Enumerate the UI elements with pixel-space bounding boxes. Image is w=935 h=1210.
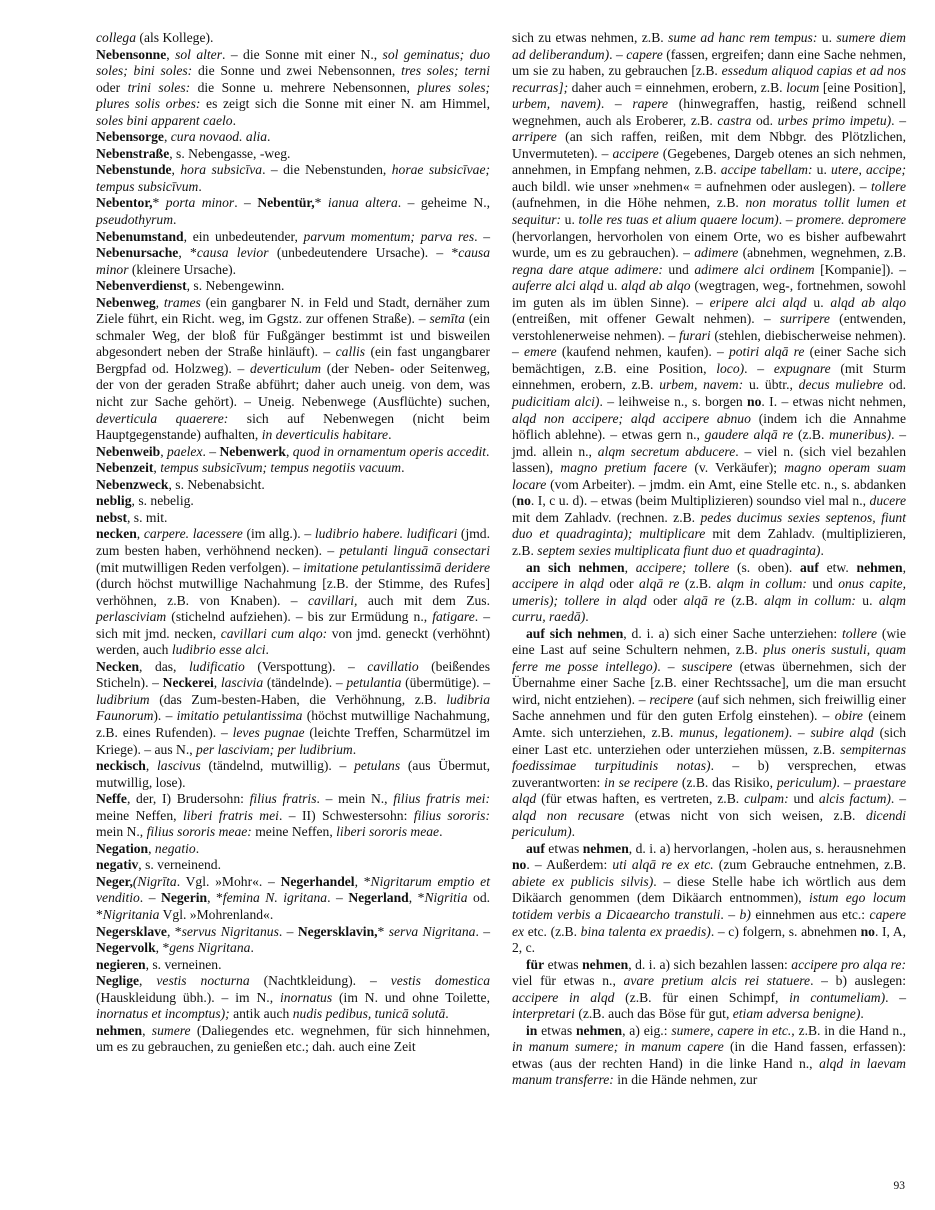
dictionary-entry: Negersklave, *servus Nigritanus. – Negersklavin,* serva Nigritana. – Negervolk, *gens Nigritana. [96,923,491,956]
dictionary-entry: Nebenstraße, s. Nebengasse, -weg. [96,145,291,161]
dictionary-entry: Nebenzweck, s. Nebenabsicht. [96,476,265,492]
dictionary-entry: Nebenweg, trames (ein gangbarer N. in Feld und Stadt, dernäher zum Ziele führt, ein Richt. weg, im Ggstz. zur offenen Straße). – semīta (ein schmaler Weg, der bloß für Fußgänger bestimmt ist und bisweilen abgesondert neben der Straße hinläuft). – callis (ein fast ungangbarer Bergpfad od. Holzweg). – deverticulum (der Neben- oder Seitenweg, der von der geraden Straße abführt; daher auch uneig. von dem, was nicht zur Sache gehört). – Uneig. Nebenwege (Ausflüchte) suchen, deverticula quaerere: sich auf Nebenwegen (nicht beim Hauptgegenstande) aufhalten, in deverticulis habitare. [96,294,491,443]
dictionary-entry: an sich nehmen, accipere; tollere (s. oben). auf etw. nehmen, accipere in alqd oder alqā re (z.B. alqm in collum: und onus capite, umeris); tollere in alqd oder alqā re (z.B. alqm in collum: u. alqm curru, raedā). [512,559,906,625]
dictionary-entry: nebst, s. mit. [96,509,168,525]
dictionary-entry: negativ, s. verneinend. [96,857,221,873]
dictionary-entry: Neffe, der, I) Brudersohn: filius fratris. – mein N., filius fratris mei: meine Neffen, liberi fratris mei. – II) Schwestersohn: filius sororis: mein N., filius sororis meae: meine Neffen, liberi sororis meae. [96,791,490,840]
dictionary-entry: Nebenweib, paelex. – Nebenwerk, quod in ornamentum operis accedit. [96,443,490,459]
dictionary-entry: Nebensorge, cura novaod. alia. [96,129,271,145]
dictionary-entry: negieren, s. verneinen. [96,956,222,972]
dictionary-entry: Nebenverdienst, s. Nebengewinn. [96,278,285,294]
dictionary-entry: collega (als Kollege). [96,30,214,45]
dictionary-entry: neblig, s. nebelig. [96,493,194,509]
dictionary-entry: sich zu etwas nehmen, z.B. sume ad hanc rem tempus: u. sumere diem ad deliberandum). – capere (fassen, ergreifen; dann eine Sache nehmen, um sie zu haben, zu gebrauchen [z.B. essedum aliquod capias et ad nos recurras]; daher auch = einnehmen, erobern, z.B. locum [eine Position], urbem, navem). – rapere (hinwegraffen, hastig, reißend schnell wegnehmen, auch als Eroberer, z.B. castra od. urbes primo impetu). – arripere (an sich raffen, reißen, mit dem Nbbgr. des Plötzlichen, Unvermuteten). – accipere (Gegebenes, Dargeb otenes an sich nehmen, annehmen, in Empfang nehmen, z.B. accipe tabellam: u. utere, accipe; auch bildl. wie unser »nehmen« = aufnehmen oder auslegen). – tollere (aufnehmen, in die Höhe nehmen, z.B. non moratus tollit lumen et sequitur: u. tolle res tuas et alium quaere locum). – promere. depromere (hervorlangen, hervorholen von einem Orte, wo es bisher aufbewahrt wurde, um es zu gebrauchen). – adimere (abnehmen, wegnehmen, z.B. regna dare atque adimere: und adimere alci ordinem [Kompanie]). – auferre alci alqd u. alqd ab alqo (wegtragen, weg-, fortnehmen, sowohl im guten als im üblen Sinne). – eripere alci alqd u. alqd ab alqo (entreißen, mit offener Gewalt nehmen). – surripere (entwenden, verstohlenerweise nehmen). – furari (stehlen, diebischerweise nehmen). – emere (kaufend nehmen, kaufen). – potiri alqā re (einer Sache sich bemächtigen, z.B. eine Position, loco). – expugnare (mit Sturm einnehmen, erobern, z.B. urbem, navem: u. übtr., decus muliebre od. pudicitiam alci). – leihweise n., s. borgen no. I. – etwas nicht nehmen, alqd non accipere; alqd accipere abnuo (indem ich die Annahme höflich ablehne). – etwas gern n., gaudere alqā re (z.B. muneribus). – jmd. allein n., alqm secretum abducere. – viel n. (sich viel bezahlen lassen), magno pretium facere (v. Verkäufer); magno operam suam locare (vom Arbeiter). – jmdm. ein Amt, eine Stelle etc. n., s. abdanken (no. I, c u. d). – etwas (beim Multiplizieren) soundso viel mal n., ducere mit dem Zahladv. (rechnen. z.B. pedes ducimus sexies septenos, fiunt duo et quadraginta); multiplicare mit dem Zahladv. (multiplizieren, z.B. septem sexies multiplicata fiunt duo et quadraginta). [512,30,907,558]
dictionary-entry: Neger,(Nigrīta. Vgl. »Mohr«. – Negerhandel, *Nigritarum emptio et venditio. – Negerin, *femina N. igritana. – Negerland, *Nigritia od. *Nigritania Vgl. »Mohrenland«. [96,873,491,922]
dictionary-entry: Negation, negatio. [96,840,200,856]
left-column [96,30,490,1056]
dictionary-entry: nehmen, sumere (Daliegendes etc. wegnehmen, für sich hinnehmen, um es zu gebrauchen, zu genießen etc.; dah. auch eine Zeit [96,1022,490,1055]
page-number: 93 [893,1180,905,1192]
dictionary-entry: neckisch, lascivus (tändelnd, mutwillig). – petulans (aus Übermut, mutwillig, lose). [96,758,490,790]
right-column [512,30,906,1089]
dictionary-entry: auf sich nehmen, d. i. a) sich einer Sache unterziehen: tollere (wie eine Last auf seine Schultern nehmen, z.B. plus oneris sustuli, quam ferre me posse intellego). – suscipere (etwas übernehmen, sich der Übernahme einer Sache [z.B. einer Rechtssache], um die man ersucht wird, nicht entziehen). – recipere (auf sich nehmen, sich freiwillig einer Sache annehmen und für den guten Erfolg einstehen). – obire (einem Amte. sich unterziehen, z.B. munus, legationem). – subire alqd (sich einer Last etc. unterziehen oder unterziehen müssen, z.B. sempiternas foedissimae turpitudinis notas). – b) versprechen, etwas zuverantworten: in se recipere (z.B. das Risiko, periculum). – praestare alqd (für etwas haften, es vertreten, z.B. culpam: und alcis factum). – alqd non recusare (etwas nicht von sich weisen, z.B. dicendi periculum). [512,625,907,840]
dictionary-entry: Neglige, vestis nocturna (Nachtkleidung). – vestis domestica (Hauskleidung übh.). – im N., inornatus (im N. und ohne Toilette, inornatus et incomptus); antik auch nudis pedibus, tunicā solutā. [96,973,490,1022]
dictionary-entry: in etwas nehmen, a) eig.: sumere, capere in etc., z.B. in die Hand n., in manum sumere; in manum capere (in die Hand fassen, erfassen): etwas (aus der rechten Hand) in die linke Hand n., alqd in laevam manum transferre: in die Hände nehmen, zur [512,1022,907,1088]
dictionary-entry: Necken, das, ludificatio (Verspottung). – cavillatio (beißendes Sticheln). – Neckerei, lascivia (tändelnde). – petulantia (übermütige). – ludibrium (das Zum-besten-Haben, die Verhöhnung, z.B. ludibria Faunorum). – imitatio petulantissima (höchst mutwillige Nachahmung, z.B. eines Rufenden). – leves pugnae (leichte Treffen, Scharmützel im Kriege). – aus N., per lasciviam; per ludibrium. [96,658,490,757]
dictionary-entry: necken, carpere. lacessere (im allg.). – ludibrio habere. ludificari (jmd. zum besten haben, verhöhnend necken). – petulanti linguā consectari (mit mutwilligen Reden verfolgen). – imitatione petulantissimā deridere (durch höchst mutwillige Nachahmung [z.B. der Stimme, des Rufes] verhöhnen, z.B. von Knaben). – cavillari, auch mit dem Zus. perlasciviam (stichelnd aufziehen). – bis zur Ermüdung n., fatigare. – sich mit jmd. necken, cavillari cum alqo: von jmd. geneckt (verhöhnt) werden, auch ludibrio esse alci. [96,526,491,658]
dictionary-entry: Nebenstunde, hora subsicīva. – die Nebenstunden, horae subsicīvae; tempus subsicīvum. [96,162,491,194]
dictionary-entry: Nebenumstand, ein unbedeutender, parvum momentum; parva res. – Nebenursache, *causa levior (unbedeutendere Ursache). – *causa minor (kleinere Ursache). [96,228,491,277]
dictionary-entry: auf etwas nehmen, d. i. a) hervorlangen, -holen aus, s. herausnehmen no. – Außerdem: uti alqā re ex etc. (zum Gebrauche entnehmen, z.B. abiete ex publicis silvis). – diese Stelle habe ich wörtlich aus dem Dikäarch genommen (dem Dikäarch entnommen), istum ego locum totidem verbis a Dicaearcho transtuli. – b) einnehmen aus etc.: capere ex etc. (z.B. bina talenta ex praedis). – c) folgern, s. abnehmen no. I, A, 2, c. [512,840,907,956]
dictionary-entry: Nebensonne, sol alter. – die Sonne mit einer N., sol geminatus; duo soles; bini soles: die Sonne und zwei Nebensonnen, tres soles; terni oder trini soles: die Sonne u. mehrere Nebensonnen, plures soles; plures solis orbes: es zeigt sich die Sonne mit einer N. am Himmel, soles bini apparent caelo. [96,46,491,128]
dictionary-entry: für etwas nehmen, d. i. a) sich bezahlen lassen: accipere pro alqa re: viel für etwas n., avare pretium alcis rei statuere. – b) auslegen: accipere in alqd (z.B. für einen Schimpf, in contumeliam). – interpretari (z.B. auch das Böse für gut, etiam adversa benigne). [512,956,906,1022]
dictionary-entry: Nebenzeit, tempus subsicīvum; tempus negotiis vacuum. [96,460,405,476]
dictionary-entry: Nebentor,* porta minor. – Nebentür,* ianua altera. – geheime N., pseudothyrum. [96,195,490,228]
